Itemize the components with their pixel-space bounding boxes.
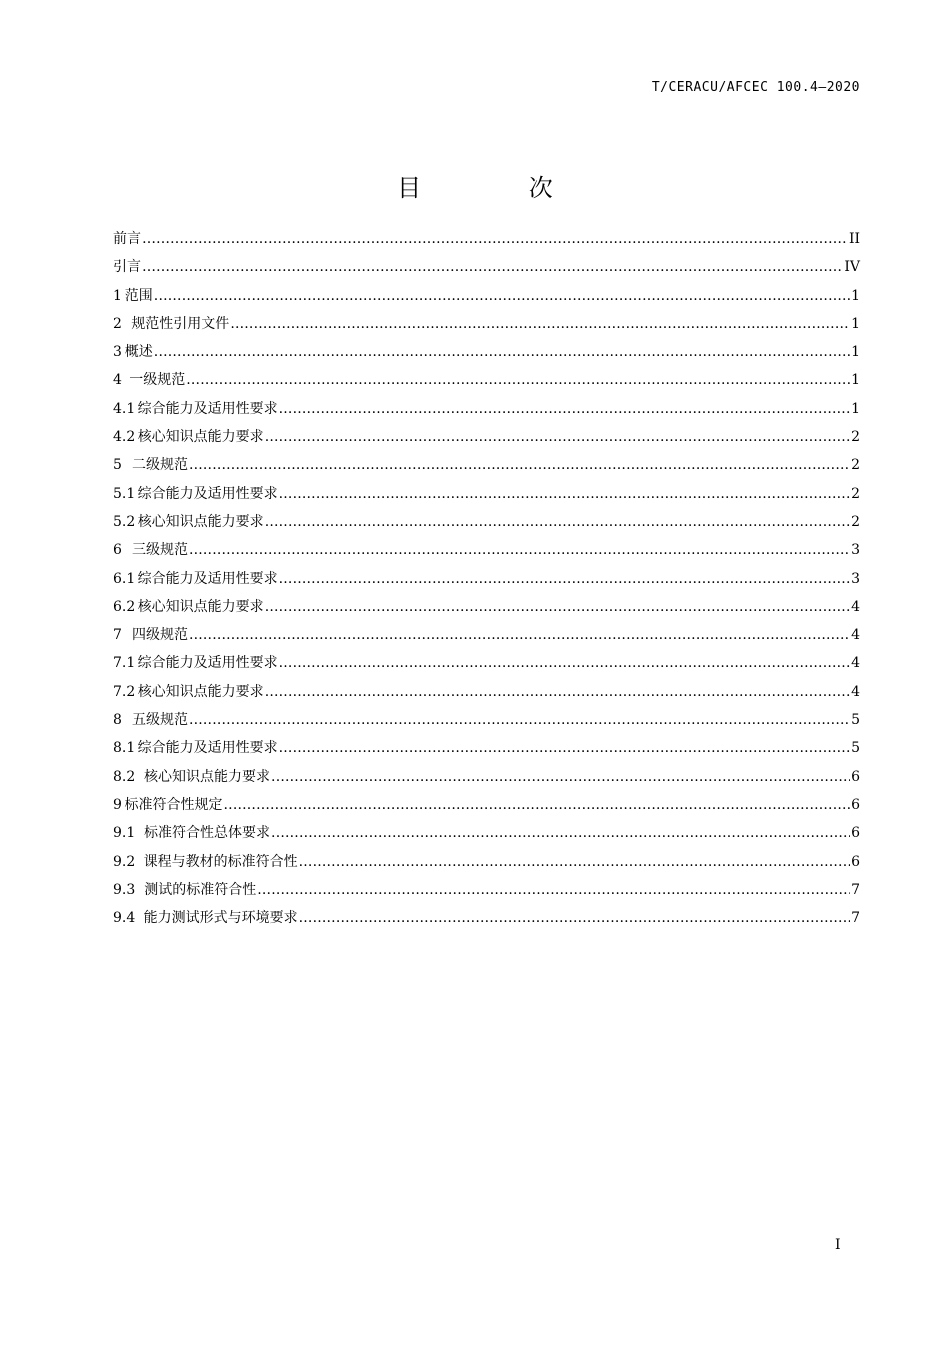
toc-entry-number: 8.1 <box>113 740 136 757</box>
toc-entry[interactable] <box>113 482 860 510</box>
toc-entry-label: 标准符合性总体要求 <box>144 825 271 842</box>
toc-entry-page: 2 <box>851 457 860 474</box>
toc-entry-number: 3 <box>113 344 122 361</box>
toc-entry-page: 5 <box>851 740 860 757</box>
toc-entry-page: 1 <box>851 315 860 332</box>
toc-entry-label: 综合能力及适用性要求 <box>137 570 278 587</box>
toc-entry[interactable] <box>113 567 860 595</box>
toc-entry-leader <box>279 397 850 421</box>
toc-entry[interactable] <box>113 397 860 425</box>
toc-entry-number: 5 <box>113 457 122 474</box>
toc-entry[interactable] <box>113 708 860 736</box>
toc-entry-page: 2 <box>851 513 860 530</box>
toc-entry-number: 7.2 <box>113 683 136 700</box>
toc-entry-page: 6 <box>851 768 860 785</box>
toc-entry-leader <box>189 453 850 477</box>
toc-entry-number: 4 <box>113 372 122 389</box>
toc-entry-page: 4 <box>851 598 860 615</box>
toc-entry-page: 3 <box>851 570 860 587</box>
toc-entry-leader <box>271 821 850 845</box>
toc-entry[interactable] <box>113 595 860 623</box>
toc-entry[interactable] <box>113 793 860 821</box>
toc-entry-number: 9.2 <box>113 853 136 870</box>
toc-entry-label: 一级规范 <box>129 372 186 389</box>
toc-entry-number: 6.1 <box>113 570 136 587</box>
toc-entry-page: 6 <box>851 825 860 842</box>
toc-entry[interactable] <box>113 765 860 793</box>
toc-entry-page: 7 <box>851 881 860 898</box>
toc-entry-leader <box>279 482 850 506</box>
toc-entry[interactable] <box>113 651 860 679</box>
toc-entry-page: 1 <box>851 287 860 304</box>
toc-entry-leader <box>279 567 850 591</box>
toc-entry-leader <box>265 595 850 619</box>
toc-entry-page: II <box>848 231 860 247</box>
toc-entry-label: 五级规范 <box>131 712 188 729</box>
toc-entry-page: 1 <box>851 344 860 361</box>
toc-entry-label: 四级规范 <box>131 627 188 644</box>
toc-entry-leader <box>279 651 850 675</box>
toc-entry[interactable] <box>113 623 860 651</box>
toc-entry-label: 课程与教材的标准符合性 <box>143 853 298 870</box>
toc-entry-label: 标准符合性规定 <box>124 796 223 813</box>
toc-entry-page: 1 <box>851 400 860 417</box>
page-number: I <box>835 1237 841 1253</box>
toc-entry-leader <box>154 284 850 308</box>
toc-entry-number: 7 <box>113 627 122 644</box>
toc-entry-number: 5.1 <box>113 485 136 502</box>
toc-entry-leader <box>265 425 850 449</box>
toc-entry[interactable] <box>113 821 860 849</box>
toc-entry[interactable] <box>113 255 860 283</box>
toc-entry-number: 9.3 <box>113 881 136 898</box>
toc-entry-label: 引言 <box>113 259 141 276</box>
toc-entry-number: 1 <box>113 287 122 304</box>
toc-entry-leader <box>189 623 850 647</box>
toc-entry-leader <box>271 765 850 789</box>
toc-entry-label: 测试的标准符合性 <box>144 881 257 898</box>
toc-entry[interactable] <box>113 227 860 255</box>
toc-entry-page: 6 <box>851 796 860 813</box>
toc-entry[interactable] <box>113 284 860 312</box>
toc-entry-leader <box>142 227 848 251</box>
toc-entry-leader <box>279 736 850 760</box>
toc-title: 目 次 <box>397 174 603 202</box>
toc-entry-number: 9.4 <box>113 910 136 927</box>
toc-entry[interactable] <box>113 906 860 934</box>
toc-entry-label: 核心知识点能力要求 <box>137 598 264 615</box>
toc-entry-page: 4 <box>851 627 860 644</box>
toc-entry-label: 核心知识点能力要求 <box>144 768 271 785</box>
toc-entry-page: IV <box>844 259 860 276</box>
toc-entry[interactable] <box>113 680 860 708</box>
toc-entry-label: 二级规范 <box>131 457 188 474</box>
toc-entry-leader <box>186 368 850 392</box>
toc-entry-leader <box>154 340 850 364</box>
toc-entry[interactable] <box>113 368 860 396</box>
toc-entry-number: 8.2 <box>113 768 136 785</box>
table-of-contents <box>113 227 860 934</box>
toc-entry-leader <box>299 906 850 930</box>
toc-entry-number: 6.2 <box>113 598 136 615</box>
toc-entry-label: 核心知识点能力要求 <box>137 683 264 700</box>
toc-entry[interactable] <box>113 340 860 368</box>
toc-entry-label: 综合能力及适用性要求 <box>137 740 278 757</box>
document-code: T/CERACU/AFCEC 100.4—2020 <box>651 80 860 95</box>
toc-entry-number: 6 <box>113 542 122 559</box>
toc-entry-number: 9.1 <box>113 825 136 842</box>
toc-entry-leader <box>224 793 851 817</box>
toc-entry-number: 9 <box>113 796 122 813</box>
toc-entry-leader <box>142 255 843 279</box>
toc-entry-label: 前言 <box>113 231 141 247</box>
toc-entry-number: 2 <box>113 315 122 332</box>
toc-entry-number: 5.2 <box>113 513 136 530</box>
toc-entry-page: 1 <box>851 372 860 389</box>
toc-entry-leader <box>299 850 850 874</box>
toc-entry[interactable] <box>113 425 860 453</box>
toc-entry-label: 能力测试形式与环境要求 <box>143 910 298 927</box>
toc-entry-label: 规范性引用文件 <box>131 315 230 332</box>
toc-entry-page: 3 <box>851 542 860 559</box>
toc-entry-label: 范围 <box>124 287 153 304</box>
toc-entry-label: 三级规范 <box>131 542 188 559</box>
toc-entry-label: 概述 <box>124 344 153 361</box>
toc-entry-leader <box>189 538 850 562</box>
toc-entry-leader <box>257 878 850 902</box>
toc-entry-page: 7 <box>851 910 860 927</box>
toc-entry-number: 4.2 <box>113 429 136 446</box>
toc-entry-page: 5 <box>851 712 860 729</box>
toc-entry-leader <box>265 510 850 534</box>
toc-entry[interactable] <box>113 312 860 340</box>
toc-entry-page: 4 <box>851 683 860 700</box>
toc-entry-label: 综合能力及适用性要求 <box>137 485 278 502</box>
toc-entry[interactable] <box>113 736 860 764</box>
toc-entry-number: 4.1 <box>113 400 136 417</box>
toc-entry-label: 综合能力及适用性要求 <box>137 655 278 672</box>
toc-entry[interactable] <box>113 510 860 538</box>
toc-entry-label: 核心知识点能力要求 <box>137 429 264 446</box>
toc-entry-page: 2 <box>851 429 860 446</box>
toc-entry-leader <box>189 708 850 732</box>
toc-entry[interactable] <box>113 878 860 906</box>
toc-entry-page: 6 <box>851 853 860 870</box>
toc-entry-number: 8 <box>113 712 122 729</box>
toc-entry-page: 2 <box>851 485 860 502</box>
toc-entry-label: 核心知识点能力要求 <box>137 513 264 530</box>
toc-entry[interactable] <box>113 538 860 566</box>
toc-entry-leader <box>265 680 850 704</box>
toc-entry-page: 4 <box>851 655 860 672</box>
toc-entry-number: 7.1 <box>113 655 136 672</box>
toc-entry-leader <box>230 312 850 336</box>
toc-entry[interactable] <box>113 850 860 878</box>
toc-entry-label: 综合能力及适用性要求 <box>137 400 278 417</box>
toc-entry[interactable] <box>113 453 860 481</box>
